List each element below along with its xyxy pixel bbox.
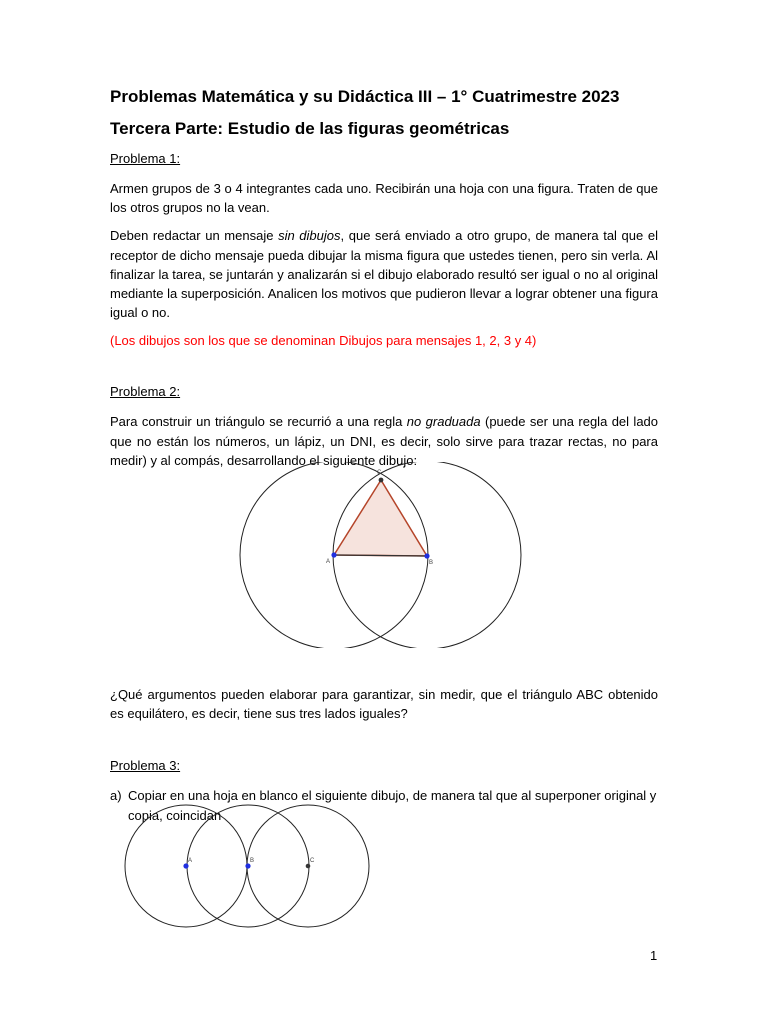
label-a: A bbox=[188, 858, 193, 864]
problem-1-label: Problema 1: bbox=[110, 151, 181, 166]
triangle-abc bbox=[334, 480, 427, 556]
point-b bbox=[424, 553, 429, 558]
document-subtitle: Tercera Parte: Estudio de las figuras geométricas bbox=[110, 119, 510, 138]
problem-1-paragraph-1: Armen grupos de 3 o 4 integrantes cada uno. Recibirán una hoja con una figura. Traten de que los otros grupos no la vean. bbox=[110, 181, 658, 216]
problem-3-label: Problema 3: bbox=[110, 758, 181, 774]
prob2-text-b: (puede ser una regla del lado que no están los números, un lápiz, un DNI, es decir, solo sirve para trazar rectas, no para medir) y al compás, desarrollando el siguiente dibujo: bbox=[110, 414, 659, 468]
three-circles-figure bbox=[118, 803, 370, 935]
point-b bbox=[245, 863, 250, 868]
point-a bbox=[331, 552, 336, 557]
p2-emphasis: sin dibujos bbox=[278, 228, 341, 244]
prob2-emphasis: no graduada bbox=[406, 414, 481, 430]
p2-text-b: , que será enviado a otro grupo, de manera tal que el receptor de dicho mensaje pueda dibujar la misma figura que ustedes tienen, pero sin verla. Al finalizar la tarea, se juntarán y analizarán si el dibujo elaborado resultó ser igual o no al original mediante la superposición. Analicen los motivos que pudieron llevar a lograr obtener una figura igual o no. bbox=[110, 228, 658, 321]
label-b: B bbox=[429, 560, 434, 566]
point-c bbox=[306, 864, 311, 869]
label-b: B bbox=[250, 858, 255, 864]
label-c: C bbox=[310, 858, 315, 864]
prob2-text-a: Para construir un triángulo se recurrió a una regla bbox=[110, 414, 407, 430]
item-a-text: Copiar en una hoja en blanco el siguiente dibujo, de manera tal que al superponer original y copia, coincidan bbox=[128, 788, 657, 823]
problem-1-note: (Los dibujos son los que se denominan Dibujos para mensajes 1, 2, 3 y 4) bbox=[110, 333, 537, 349]
p2-text-a: Deben redactar un mensaje bbox=[110, 228, 279, 244]
problem-2-label: Problema 2: bbox=[110, 384, 181, 400]
problem-1-paragraph-2 bbox=[110, 226, 658, 322]
label-c: C bbox=[377, 470, 382, 476]
problem-2-question: ¿Qué argumentos pueden elaborar para garantizar, sin medir, que el triángulo ABC obtenido es equilátero, es decir, tiene sus tres lados iguales? bbox=[110, 687, 658, 722]
item-a-marker: a) bbox=[110, 788, 122, 804]
page-number: 1 bbox=[650, 948, 658, 963]
point-c bbox=[379, 478, 384, 483]
triangle-construction-figure bbox=[225, 462, 543, 648]
page-content bbox=[110, 86, 658, 825]
document-title: Problemas Matemática y su Didáctica III – 1° Cuatrimestre 2023 bbox=[110, 87, 620, 106]
point-a bbox=[183, 863, 188, 868]
label-a: A bbox=[326, 559, 331, 565]
